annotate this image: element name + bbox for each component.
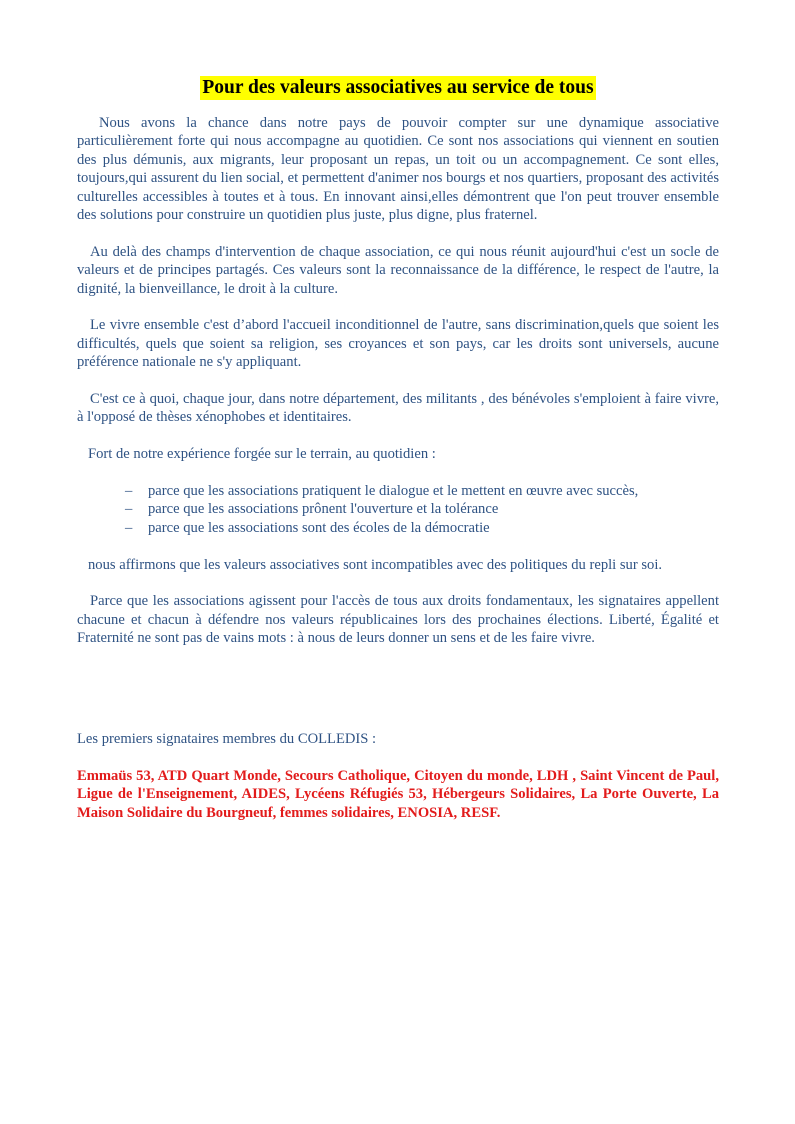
document-title: Pour des valeurs associatives au service de tous [202,77,594,98]
title-wrapper [77,76,719,100]
vertical-spacer [77,666,719,730]
call-to-action-paragraph: Parce que les associations agissent pour l'accès de tous aux droits fondamentaux, les signataires appellent chacune et chacun à défendre nos valeurs républicaines lors des prochaines élections. Liberté, Égalité et Fraternité ne sont pas de vains mots : à nous de leurs donner un sens et de les faire vivre. [77,593,719,647]
list-item-text: parce que les associations pratiquent le dialogue et le mettent en œuvre avec succès, [148,483,639,500]
signatories-intro: Les premiers signataires membres du COLLEDIS : [77,731,377,748]
daily-action-paragraph: C'est ce à quoi, chaque jour, dans notre département, des militants , des bénévoles s'emploient à faire vivre, à l'opposé de thèses xénophobes et identitaires. [77,391,719,426]
dash-bullet-icon: – [125,501,133,518]
values-paragraph: Au delà des champs d'intervention de chaque association, ce qui nous réunit aujourd'hui c'est un socle de valeurs et de principes partagés. Ces valeurs sont la reconnaissance de la différence, le respect de l'autre, la dignité, la bienveillance, le droit à la culture. [77,243,719,297]
list-item [77,519,719,537]
conclusion-paragraph: nous affirmons que les valeurs associatives sont incompatibles avec des politiques du repli sur soi. [88,556,663,573]
list-item-text: parce que les associations sont des écoles de la démocratie [148,519,490,536]
list-item [77,500,719,518]
signatories-list: Emmaüs 53, ATD Quart Monde, Secours Catholique, Citoyen du monde, LDH , Saint Vincent de Paul, Ligue de l'Enseignement, AIDES, Lycéens Réfugiés 53, Hébergeurs Solidaires, La Porte Ouverte, La Maison Solidaire du Bourgneuf, femmes solidaires, ENOSIA, RESF. [77,767,719,822]
dash-bullet-icon: – [125,519,133,536]
document-page [77,76,719,823]
list-item-text: parce que les associations prônent l'ouverture et la tolérance [148,501,499,518]
dash-bullet-icon: – [125,483,133,500]
list-item [77,482,719,500]
reasons-list [77,482,719,537]
living-together-paragraph: Le vivre ensemble c'est d’abord l'accueil inconditionnel de l'autre, sans discrimination,quels que soient les difficultés, quels que soient sa religion, ses croyances et son pays, car les droits sont universels, aucune préférence nationale ne s'y appliquant. [77,317,719,371]
intro-paragraph: Nous avons la chance dans notre pays de pouvoir compter sur une dynamique associative particulièrement forte qui nous accompagne au quotidien. Ce sont nos associations qui viennent en soutien des plus démunis, aux migrants, leur proposant un repas, un toit ou un accompagnement. Ce sont elles, toujours,qui assurent du lien social, et permettent d'animer nos bourgs et nos quartiers, proposant des activités culturelles accessibles à toutes et à tous. En innovant ainsi,elles démontrent que l'on peut trouver ensemble des solutions pour construire un quotidien plus juste, plus digne, plus fraternel. [77,115,719,224]
experience-paragraph: Fort de notre expérience forgée sur le terrain, au quotidien : [88,446,436,463]
